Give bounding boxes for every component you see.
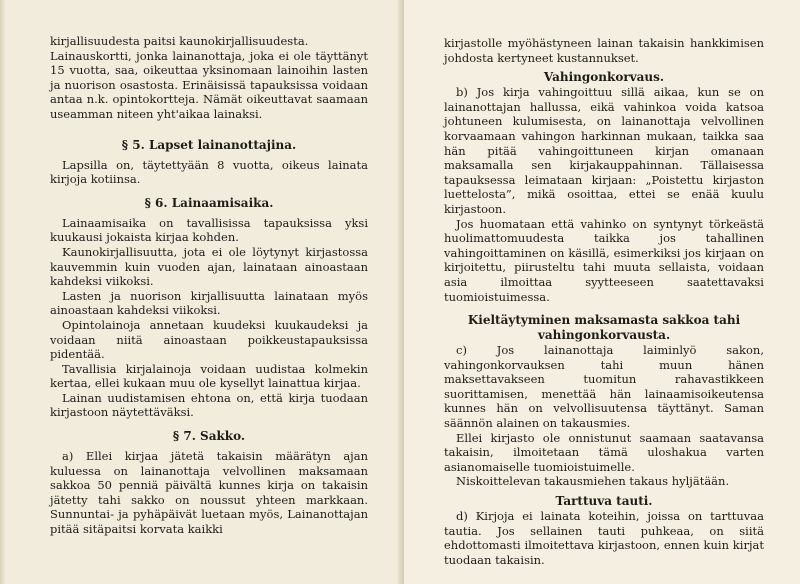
section-6-paragraph: Tavallisia kirjalainoja voidaan uudistaa kolmekin kertaa, ellei kukaan muu ole kysellyt lainattua kirjaa. [50, 361, 368, 391]
section-6-heading: § 6. Lainaamisaika. [144, 195, 274, 210]
vahingonkorvaus-paragraph: b) Jos kirja vahingoittuu sillä aikaa, kun se on lainanottajan hallussa, eikä vahinkoa voida katsoa johtuneen kulumisesta, on lainanottaja velvollinen korvaamaan vahingon harkinnan mukaan, taikka saa hän pitää vahingoittuneen kirjan omanaan maksamalla sen kirjakauppahinnan. Tällaisessa tapauksessa leimataan kirjaan: „Poistettu kirjaston luettelosta”, mikä osoittaa, ettei se enää kuulu kirjastoon. [444, 85, 764, 216]
intro-paragraph: kirjastolle myöhästyneen lainan takaisin hankkimisen johdosta kertyneet kustannukset. [444, 36, 764, 65]
tarttuva-tauti-paragraph: d) Kirjoja ei lainata koteihin, joissa on tarttuvaa tautia. Jos sellainen tauti puhkeaa, on siitä ehdottomasti ilmoitettava kirjastoon, ennen kuin kirjat tuodaan takaisin. [444, 509, 764, 567]
section-5-heading: § 5. Lapset lainanottajina. [121, 137, 297, 152]
kieltaytyminen-heading-line2: vahingonkorvausta. [537, 328, 671, 343]
kieltaytyminen-paragraph: Ellei kirjasto ole onnistunut saamaan saatavansa takaisin, ilmoitetaan tämä uloshakua varten asianomaiselle tuomioistuimelle. [444, 430, 764, 474]
vahingonkorvaus-heading: Vahingonkorvaus. [543, 70, 665, 85]
section-5-paragraph: Lapsilla on, täytettyään 8 vuotta, oikeus lainata kirjoja kotiinsa. [50, 157, 368, 187]
section-7-paragraph: a) Ellei kirjaa jätetä takaisin määrätyn ajan kuluessa on lainanottaja velvollinen maksamaan sakkoa 50 penniä päivältä kunnes kirja on takaisin jätetty tahi sakko on noussut yhteen markkaan. Sunnuntai- ja pyhäpäivät luetaan myös, Lainanottajan pitää sitäpaitsi korvata kaikki [50, 449, 368, 537]
kieltaytyminen-heading-line1: Kieltäytyminen maksamasta sakkoa tahi [467, 313, 741, 328]
section-6-paragraph: Lasten ja nuorison kirjallisuutta lainataan myös ainoastaan kahdeksi viikoksi. [50, 288, 368, 318]
section-7-heading: § 7. Sakko. [172, 429, 246, 444]
kieltaytyminen-paragraph: Niskoittelevan takausmiehen takaus hyljätään. [456, 474, 730, 489]
right-text-column [444, 36, 764, 567]
kieltaytyminen-paragraph: c) Jos lainanottaja laiminlyö sakon, vahingonkorvauksen tahi muun hänen maksettavakseen tuomitun rahavastikkeen suorittamisen, menettää hän lainaamisoikeutensa kunnes hän on velvollisuutensa täyttänyt. Saman säännön alainen on takausmies. [444, 343, 764, 431]
page-edge-shadow [0, 0, 6, 584]
section-6-paragraph: Lainaamisaika on tavallisissa tapauksissa yksi kuukausi jokaista kirjaa kohden. [50, 215, 368, 245]
section-6-paragraph: Kaunokirjallisuutta, jota ei ole löytynyt kirjastossa kauvemmin kuin vuoden ajan, lainataan ainoastaan kahdeksi viikoksi. [50, 244, 368, 289]
intro-paragraph: Lainauskortti, jonka lainanottaja, joka ei ole täyttänyt 15 vuotta, saa, oikeuttaa yksinomaan lainoihin lasten ja nuorison osastosta. Erinäisissä tapauksissa voidaan antaa n.k. opintokortteja. Nämät oikeuttavat saamaan useamman niteen yht'aikaa lainaksi. [50, 48, 368, 121]
left-text-column [50, 34, 368, 537]
right-page [404, 0, 800, 584]
vahingonkorvaus-paragraph: Jos huomataan että vahinko on syntynyt törkeästä huolimattomuudesta taikka jos tahallinen vahingoittaminen on käsillä, esimerkiksi jos kirjaan on kirjoitettu, piirusteltu tahi muuta sellaista, voidaan asia ilmoittaa syytteeseen saatettavaksi tuomioistuimessa. [444, 216, 764, 304]
intro-line: kirjallisuudesta paitsi kaunokirjallisuudesta. [50, 34, 309, 48]
section-6-paragraph: Opintolainoja annetaan kuudeksi kuukaudeksi ja voidaan niitä ainoastaan poikkeustapauksissa pidentää. [50, 317, 368, 362]
section-6-paragraph: Lainan uudistamisen ehtona on, että kirja tuodaan kirjastoon näytettäväksi. [50, 390, 368, 420]
tarttuva-tauti-heading: Tarttuva tauti. [555, 494, 653, 509]
